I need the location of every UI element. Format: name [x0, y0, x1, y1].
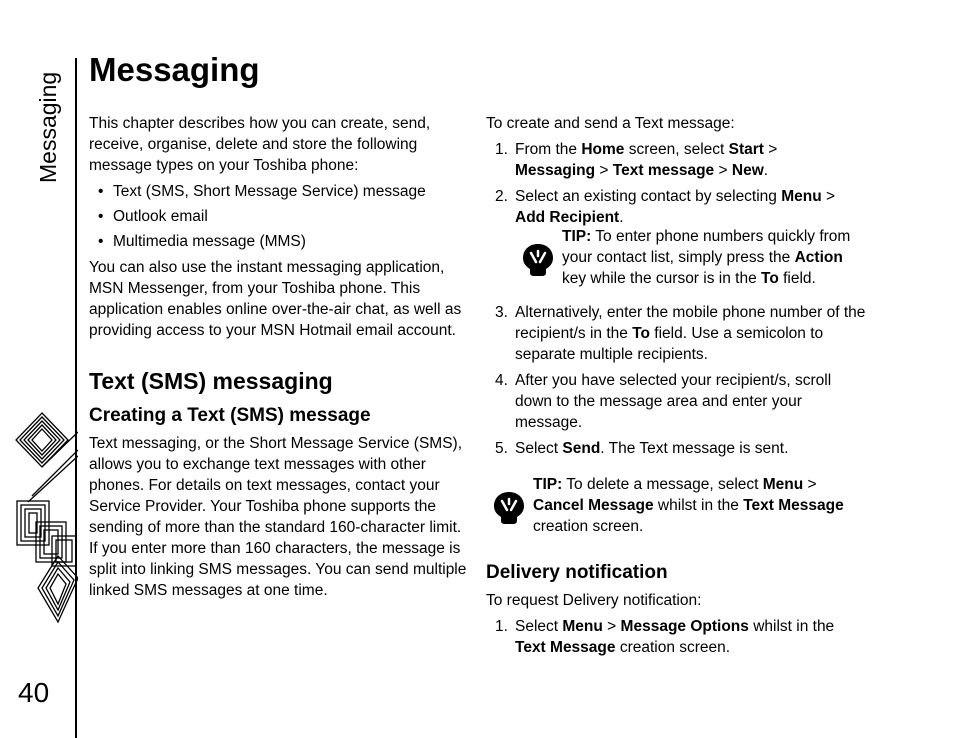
- lightbulb-tip-icon: [521, 242, 555, 278]
- diamond-pattern-decoration: [12, 410, 78, 626]
- list-item: 2. Select an existing contact by selecting Menu > Add Recipient. TIP: To enter phone numbers quickly from your contact list, simply press the Action key while the cursor is in the To field.: [486, 186, 866, 289]
- list-item: 4. After you have selected your recipient/s, scroll down to the message area and enter your message.: [495, 372, 832, 431]
- list-item: 5. Select Send. The Text message is sent.: [495, 440, 789, 457]
- step-number: 1.: [495, 618, 508, 635]
- list-item: • Text (SMS, Short Message Service) message: [89, 181, 469, 202]
- list-item: 1. Select Menu > Message Options whilst in the Text Message creation screen.: [495, 618, 835, 656]
- list-item: 1. From the Home screen, select Start > Messaging > Text message > New.: [495, 141, 778, 179]
- page-title: Messaging: [89, 51, 260, 88]
- step-number: 5.: [495, 440, 508, 457]
- msn-paragraph: You can also use the instant messaging application, MSN Messenger, from your Toshiba phone. This application enables online over-the-air chat, as well as providing access to your MSN Hotmail email account.: [89, 259, 462, 339]
- step-number: 4.: [495, 372, 508, 389]
- create-steps-list: [486, 139, 866, 459]
- delivery-steps-list: [486, 616, 866, 658]
- left-column: [89, 113, 469, 601]
- steps-intro: To create and send a Text message:: [486, 115, 735, 132]
- side-chapter-title: Messaging: [35, 71, 61, 183]
- intro-paragraph: This chapter describes how you can create, send, receive, organise, delete and store the following message types on your Toshiba phone:: [89, 115, 431, 174]
- right-column: [486, 113, 866, 663]
- step-number: 2.: [495, 188, 508, 205]
- section-heading: Text (SMS) messaging: [89, 368, 333, 394]
- list-item: • Outlook email: [89, 206, 469, 227]
- lightbulb-tip-icon: [492, 490, 526, 526]
- message-types-list: [89, 181, 469, 252]
- subsection-heading: Delivery notification: [486, 562, 668, 583]
- list-item: 3. Alternatively, enter the mobile phone number of the recipient/s in the To field. Use a semicolon to separate multiple recipients.: [495, 304, 866, 363]
- tip-note: TIP: To enter phone numbers quickly from your contact list, simply press the Action key while the cursor is in the To field.: [515, 226, 866, 289]
- step-number: 3.: [495, 304, 508, 321]
- delivery-intro: To request Delivery notification:: [486, 592, 702, 609]
- tip-note: TIP: To delete a message, select Menu > Cancel Message whilst in the Text Message creation screen.: [486, 474, 866, 537]
- step-number: 1.: [495, 141, 508, 158]
- list-item: • Multimedia message (MMS): [89, 231, 469, 252]
- sms-paragraph: Text messaging, or the Short Message Service (SMS), allows you to exchange text messages with other phones. For details on text messages, contact your Service Provider. Your Toshiba phone supports the sending of more than the standard 160-character limit. If you enter more than 160 characters, the message is split into linking SMS messages. You can send multiple linked SMS messages at one time.: [89, 435, 467, 599]
- subsection-heading: Creating a Text (SMS) message: [89, 405, 371, 426]
- page-number: 40: [18, 677, 50, 708]
- margin-rule: [75, 58, 77, 738]
